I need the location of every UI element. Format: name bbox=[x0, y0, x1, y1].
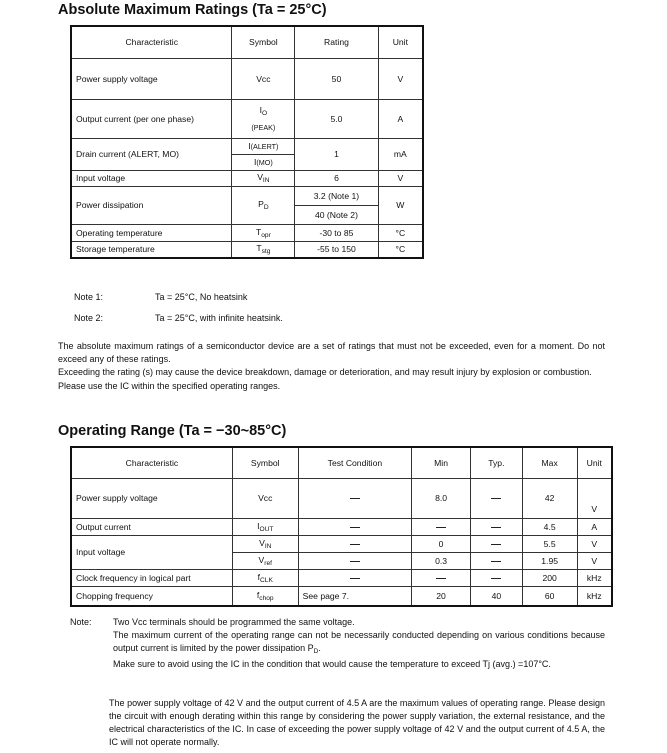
row-max: 4.5 bbox=[522, 518, 577, 535]
header-unit: Unit bbox=[577, 447, 612, 478]
table-row bbox=[71, 478, 612, 518]
row-unit: V bbox=[378, 58, 423, 99]
symbol-peak: (PEAK) bbox=[251, 123, 276, 132]
row-min bbox=[412, 518, 471, 535]
symbol-main: P bbox=[258, 199, 264, 209]
row-rating: 40 (Note 2) bbox=[295, 205, 378, 224]
table-row bbox=[71, 569, 612, 586]
row-symbol bbox=[232, 535, 298, 552]
note-line: Two Vcc terminals should be programmed the same voltage. bbox=[113, 617, 355, 627]
symbol-sub: O bbox=[261, 110, 268, 117]
row-symbol bbox=[232, 518, 298, 535]
symbol-sub: (ALERT) bbox=[250, 142, 279, 151]
note-line: Make sure to avoid using the IC in the condition that would cause the temperature to exceed Tj (avg.) =107°C. bbox=[113, 659, 551, 669]
dash bbox=[350, 578, 360, 579]
header-min: Min bbox=[412, 447, 471, 478]
note1-label: Note 1: bbox=[74, 292, 104, 302]
dash bbox=[350, 527, 360, 528]
section-title-operating-range: Operating Range (Ta = −30~85°C) bbox=[58, 423, 287, 439]
row-rating: 50 bbox=[295, 58, 378, 99]
note-line-text: The maximum current of the operating range can not be necessarily conducted depending on various conditions because output current is limited by the power dissipation P bbox=[113, 630, 605, 653]
symbol-sub: ref bbox=[264, 559, 272, 567]
symbol-sub: chop bbox=[259, 594, 274, 602]
header-max: Max bbox=[522, 447, 577, 478]
symbol-main: I bbox=[257, 520, 260, 531]
row-unit: °C bbox=[378, 224, 423, 241]
row-max: 5.5 bbox=[522, 535, 577, 552]
symbol-sub: stg bbox=[261, 248, 271, 256]
header-symbol: Symbol bbox=[232, 26, 295, 58]
row-min: 0.3 bbox=[412, 552, 471, 569]
row-test-condition bbox=[298, 552, 412, 569]
row-label: Output current bbox=[71, 518, 232, 535]
row-test-condition bbox=[298, 518, 412, 535]
row-test-condition bbox=[298, 569, 412, 586]
symbol-sub: CLK bbox=[260, 576, 273, 584]
row-symbol bbox=[232, 154, 295, 170]
section-title-absolute-max: Absolute Maximum Ratings (Ta = 25°C) bbox=[58, 2, 327, 18]
symbol-main: I bbox=[259, 105, 262, 115]
header-characteristic: Characteristic bbox=[71, 26, 232, 58]
row-typ bbox=[470, 535, 522, 552]
row-symbol bbox=[232, 99, 295, 138]
row-label: Clock frequency in logical part bbox=[71, 569, 232, 586]
dash bbox=[491, 544, 501, 545]
row-unit: A bbox=[577, 518, 612, 535]
table-row bbox=[71, 186, 423, 205]
dash bbox=[491, 527, 501, 528]
table-row bbox=[71, 586, 612, 606]
row-rating: -55 to 150 bbox=[295, 241, 378, 258]
note2-label: Note 2: bbox=[74, 313, 104, 323]
header-characteristic: Characteristic bbox=[71, 447, 232, 478]
row-symbol: Vcc bbox=[232, 478, 298, 518]
row-unit: kHz bbox=[577, 569, 612, 586]
row-typ: 40 bbox=[470, 586, 522, 606]
operating-range-table bbox=[70, 446, 613, 607]
row-typ bbox=[470, 478, 522, 518]
row-label: Chopping frequency bbox=[71, 586, 232, 606]
table-row bbox=[71, 224, 423, 241]
row-symbol bbox=[232, 224, 295, 241]
row-max: 60 bbox=[522, 586, 577, 606]
dash bbox=[491, 561, 501, 562]
row-symbol bbox=[232, 170, 295, 186]
row-max: 200 bbox=[522, 569, 577, 586]
symbol-main: V bbox=[259, 537, 265, 548]
row-symbol bbox=[232, 569, 298, 586]
row-label: Input voltage bbox=[71, 170, 232, 186]
dash bbox=[436, 527, 446, 528]
row-label: Power dissipation bbox=[71, 186, 232, 224]
row-unit: V bbox=[577, 552, 612, 569]
row-symbol bbox=[232, 186, 295, 224]
table-row bbox=[71, 518, 612, 535]
header-test-condition: Test Condition bbox=[298, 447, 412, 478]
symbol-main: I bbox=[248, 141, 251, 151]
row-max: 42 bbox=[522, 478, 577, 518]
symbol-sub: opr bbox=[261, 231, 271, 239]
header-symbol: Symbol bbox=[232, 447, 298, 478]
operating-notes bbox=[113, 616, 605, 671]
row-max: 1.95 bbox=[522, 552, 577, 569]
row-rating: 5.0 bbox=[295, 99, 378, 138]
row-symbol: Vcc bbox=[232, 58, 295, 99]
symbol-main: V bbox=[258, 554, 265, 565]
symbol-main: V bbox=[257, 172, 263, 182]
operating-range-paragraph: The power supply voltage of 42 V and the output current of 4.5 A are the maximum values of operating range. Please design the circuit with enough derating within this range by considering the power supply variation, the external resistance, and the electrical characteristics of the IC. In case of exceeding the power supply voltage of 42 V and the output current of 4.5 A, the IC will not operate normally. bbox=[109, 698, 605, 747]
dash bbox=[436, 578, 446, 579]
row-unit: kHz bbox=[577, 586, 612, 606]
row-symbol bbox=[232, 586, 298, 606]
row-typ bbox=[470, 569, 522, 586]
row-label: Drain current (ALERT, MO) bbox=[71, 138, 232, 170]
dash bbox=[491, 578, 501, 579]
note-line bbox=[113, 629, 605, 658]
row-unit: V bbox=[378, 170, 423, 186]
row-min bbox=[412, 569, 471, 586]
absolute-ratings-paragraph bbox=[58, 340, 605, 393]
row-typ bbox=[470, 518, 522, 535]
row-label: Storage temperature bbox=[71, 241, 232, 258]
row-label: Input voltage bbox=[71, 535, 232, 569]
table-row bbox=[71, 99, 423, 138]
symbol-main: f bbox=[257, 571, 261, 582]
paragraph-line: Please use the IC within the specified operating ranges. bbox=[58, 380, 281, 391]
table-row bbox=[71, 138, 423, 154]
row-min: 8.0 bbox=[412, 478, 471, 518]
dash bbox=[491, 498, 501, 499]
table-row bbox=[71, 58, 423, 99]
table-header-row bbox=[71, 26, 423, 58]
paragraph-line: Exceeding the rating (s) may cause the device breakdown, damage or deterioration, and may result injury by explosion or combustion. bbox=[58, 367, 592, 378]
row-unit: W bbox=[378, 186, 423, 224]
symbol-sub: OUT bbox=[259, 525, 274, 533]
row-typ bbox=[470, 552, 522, 569]
note-line-end: . bbox=[318, 643, 321, 653]
symbol-sub: IN bbox=[262, 177, 270, 184]
symbol-main: T bbox=[255, 226, 262, 237]
row-test-condition: See page 7. bbox=[298, 586, 412, 606]
row-label: Power supply voltage bbox=[71, 58, 232, 99]
row-unit: °C bbox=[378, 241, 423, 258]
row-min: 20 bbox=[412, 586, 471, 606]
row-symbol bbox=[232, 552, 298, 569]
row-unit: V bbox=[577, 535, 612, 552]
row-symbol bbox=[232, 138, 295, 154]
row-unit: A bbox=[378, 99, 423, 138]
symbol-main: T bbox=[256, 243, 262, 254]
dash bbox=[350, 544, 360, 545]
note2-text: Ta = 25°C, with infinite heatsink. bbox=[155, 313, 283, 323]
symbol-main: f bbox=[256, 589, 260, 600]
dash bbox=[350, 561, 360, 562]
note-line-sub: D bbox=[313, 648, 319, 655]
symbol-sub: (MO) bbox=[256, 158, 273, 167]
table-row bbox=[71, 535, 612, 552]
row-symbol bbox=[232, 241, 295, 258]
row-rating: 6 bbox=[295, 170, 378, 186]
dash bbox=[350, 498, 360, 499]
table-header-row bbox=[71, 447, 612, 478]
row-test-condition bbox=[298, 478, 412, 518]
note-label: Note: bbox=[70, 617, 92, 627]
row-min: 0 bbox=[412, 535, 471, 552]
row-rating: 1 bbox=[295, 138, 378, 170]
row-unit: mA bbox=[378, 138, 423, 170]
paragraph-line: The absolute maximum ratings of a semiconductor device are a set of ratings that must not be exceeded, even for a moment. Do not exceed any of these ratings. bbox=[58, 341, 605, 365]
row-label: Operating temperature bbox=[71, 224, 232, 241]
row-label: Power supply voltage bbox=[71, 478, 232, 518]
row-rating: -30 to 85 bbox=[295, 224, 378, 241]
symbol-main: I bbox=[253, 157, 257, 167]
table-row bbox=[71, 241, 423, 258]
row-rating: 3.2 (Note 1) bbox=[295, 186, 378, 205]
header-typ: Typ. bbox=[470, 447, 522, 478]
table-row bbox=[71, 170, 423, 186]
row-unit: V bbox=[577, 478, 612, 518]
note1-text: Ta = 25°C, No heatsink bbox=[155, 292, 248, 302]
row-label: Output current (per one phase) bbox=[71, 99, 232, 138]
symbol-sub: D bbox=[263, 204, 269, 211]
row-test-condition bbox=[298, 535, 412, 552]
header-unit: Unit bbox=[378, 26, 423, 58]
absolute-max-table bbox=[70, 25, 424, 259]
symbol-sub: IN bbox=[264, 542, 272, 550]
header-rating: Rating bbox=[295, 26, 378, 58]
